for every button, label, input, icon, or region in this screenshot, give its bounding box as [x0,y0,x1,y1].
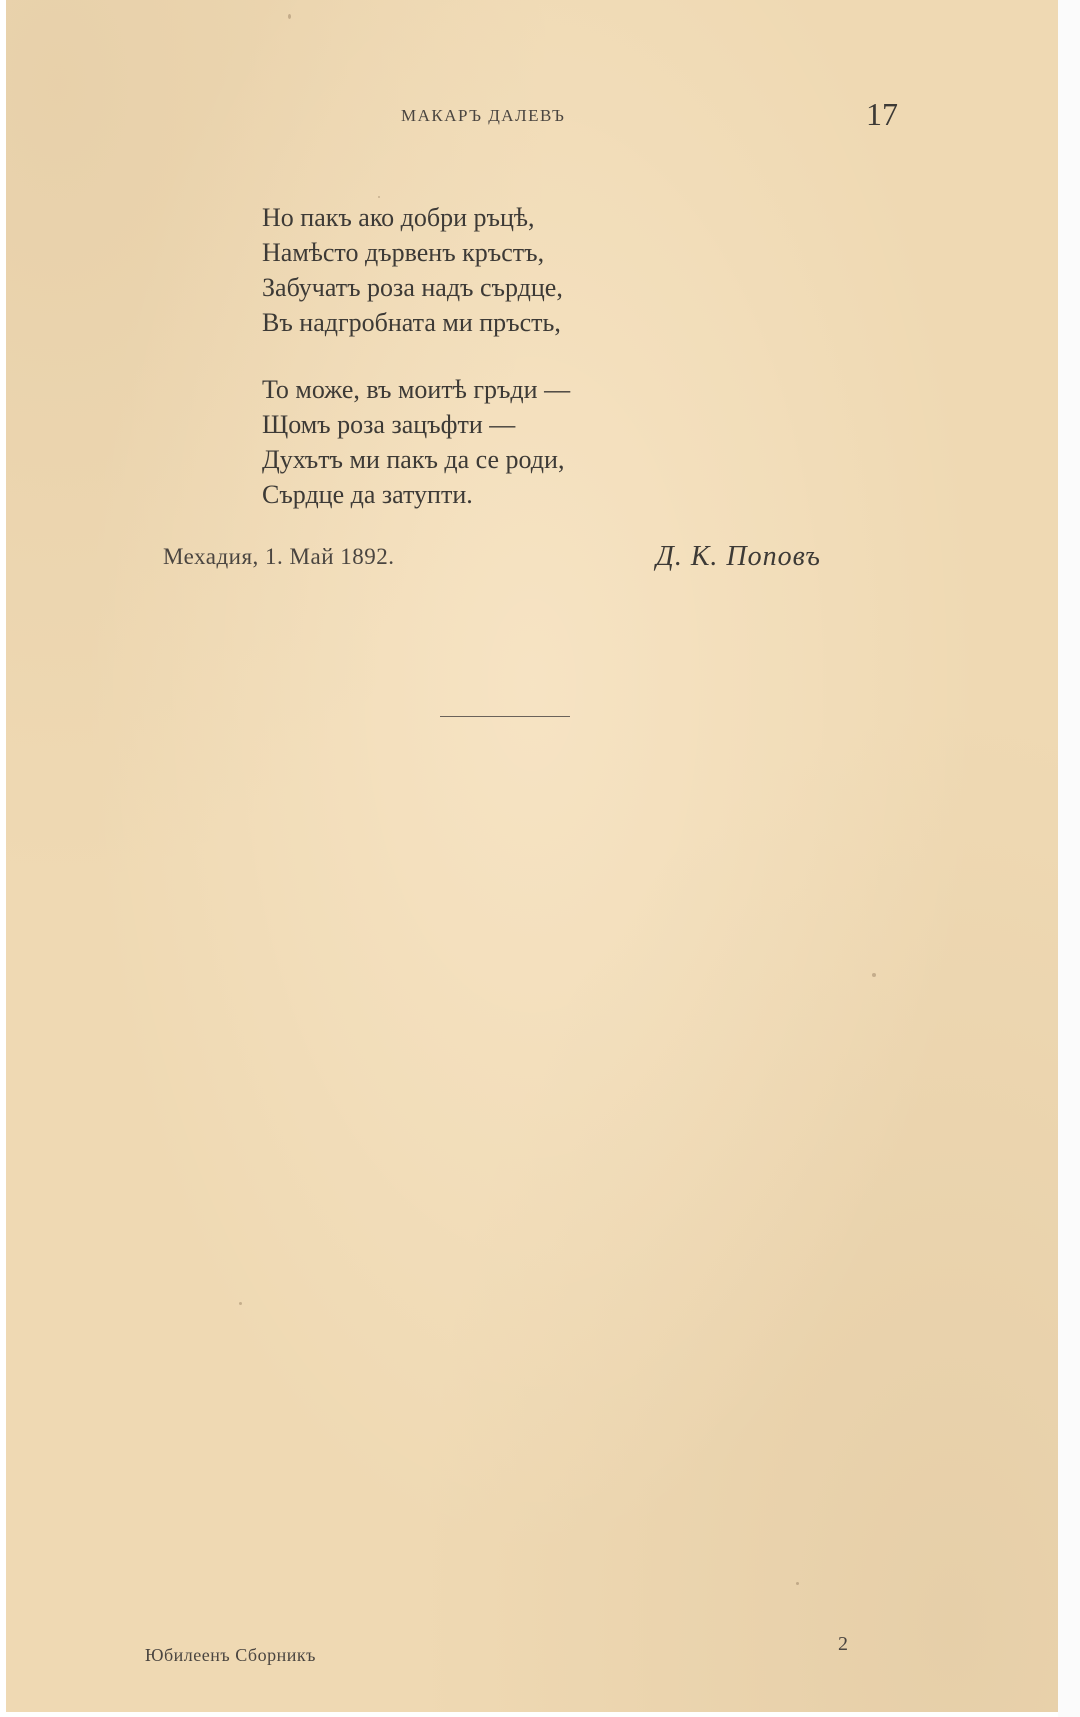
poem-line: Духътъ ми пакъ да се роди, [262,445,565,474]
page-number: 17 [866,96,898,132]
poem-line: Намѣсто дървенъ кръстъ, [262,238,545,267]
scan-margin [1058,0,1080,1717]
paper-speck [872,973,876,977]
author-signature: Д. К. Поповъ [656,541,821,572]
poem-line: Щомъ роза зацъфти — [262,410,516,439]
footer-book-title: Юбилеенъ Сборникъ [145,1645,316,1665]
running-header: МАКАРЪ ДАЛЕВЪ [401,106,566,125]
poem-stanza-1 [262,200,563,340]
section-divider [440,716,570,717]
poem-line: Забучатъ роза надъ сърдце, [262,273,563,302]
poem-line: То може, въ моитѣ гръди — [262,375,571,404]
paper-speck [288,14,291,19]
poem-line: Сърдце да затупти. [262,480,473,509]
poem-line: Въ надгробната ми пръсть, [262,308,561,337]
book-page [6,0,1058,1712]
paper-speck [796,1582,799,1585]
place-and-date: Мехадия, 1. Май 1892. [163,544,395,569]
poem-line: Но пакъ ако добри ръцѣ, [262,203,535,232]
paper-speck [239,1302,242,1305]
paper-speck [378,196,380,198]
printer-signature-mark: 2 [838,1633,848,1655]
poem-stanza-2 [262,372,570,512]
